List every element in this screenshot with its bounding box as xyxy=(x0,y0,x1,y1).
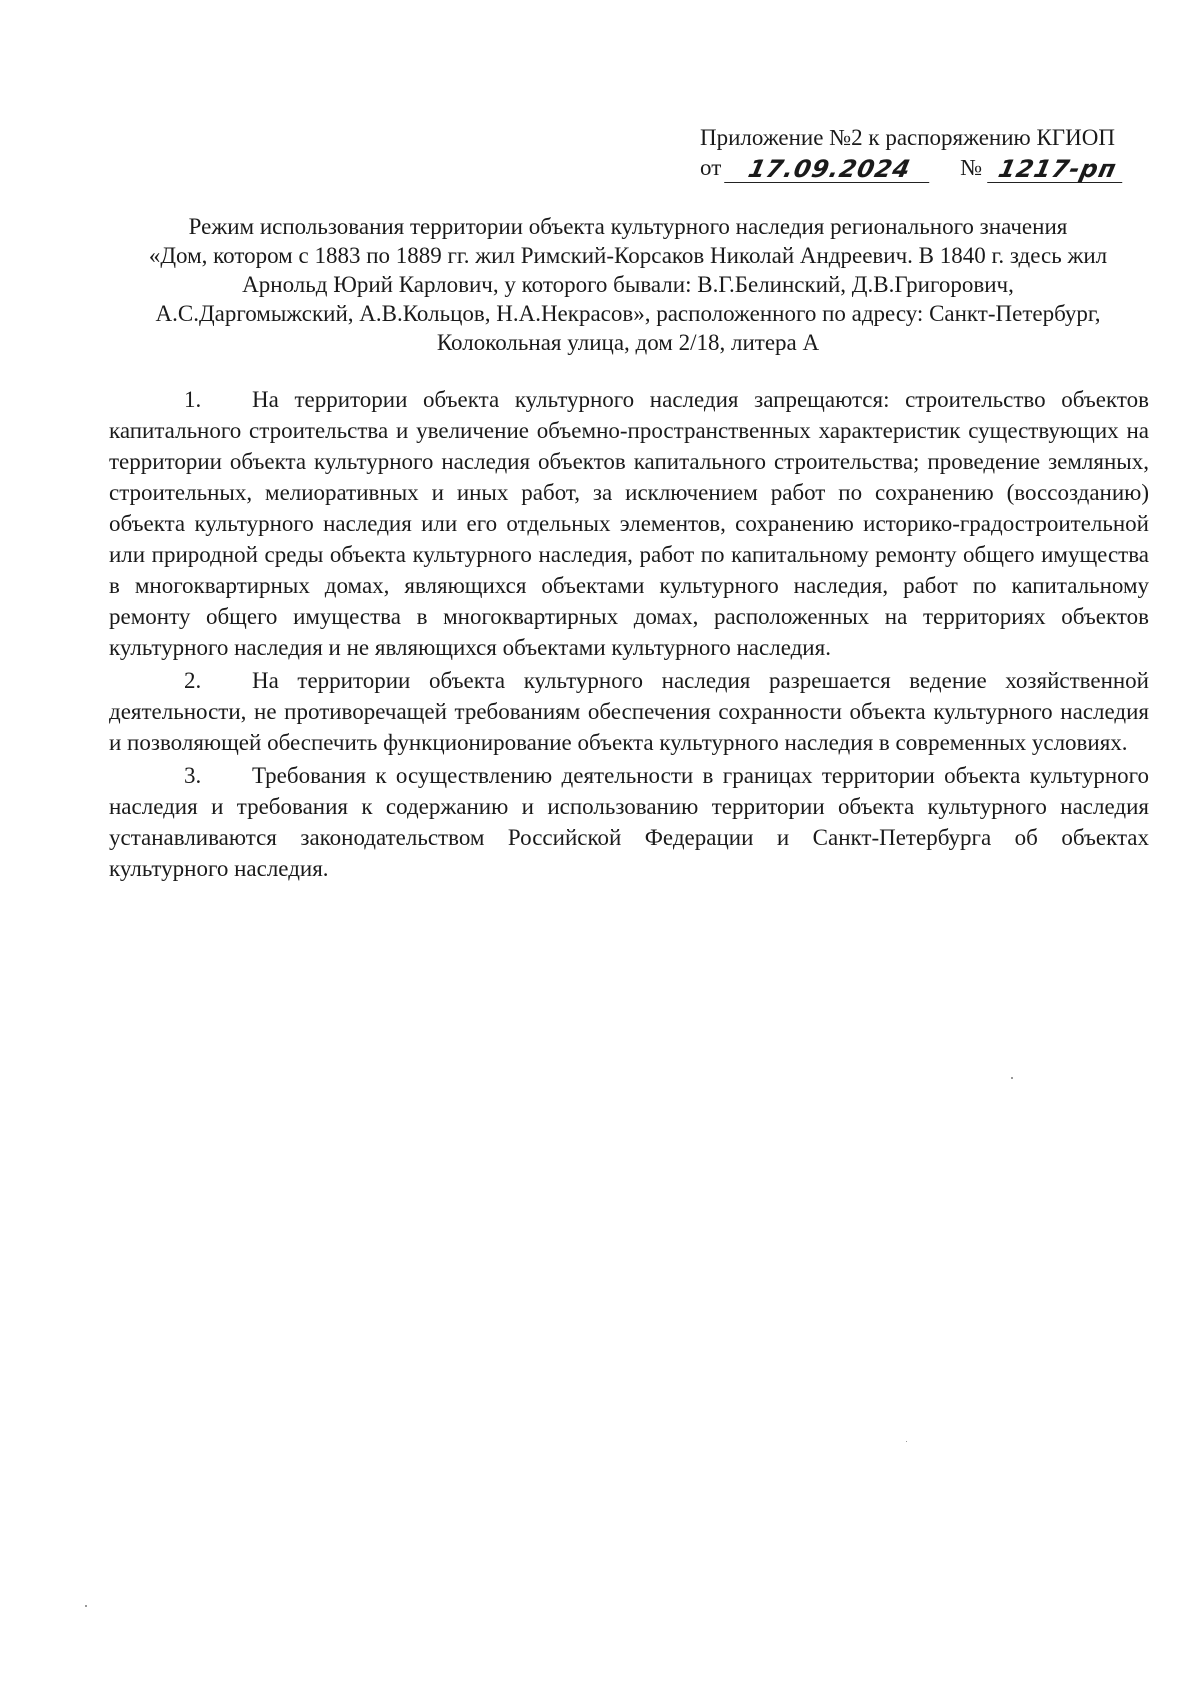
title-line: Режим использования территории объекта культурного наследия регионального значения xyxy=(188,214,1068,239)
scan-speck xyxy=(85,1605,87,1607)
paragraph-1 xyxy=(109,384,1149,663)
paragraph-number: 2. xyxy=(184,668,202,693)
paragraph-text: Требования к осуществлению деятельности в границах территории объекта культурного наследия и требования к содержанию и использованию территории объекта культурного наследия устанавливаются законодательством Российской Федерации и Санкт-Петербурга об объектах культурного наследия. xyxy=(109,763,1149,881)
scan-speck xyxy=(906,1441,907,1442)
title-line: «Дом, котором с 1883 по 1889 гг. жил Римский-Корсаков Николай Андреевич. В 1840 г. здесь жил xyxy=(148,243,1108,268)
paragraph-number: 1. xyxy=(184,387,202,412)
document-title xyxy=(108,212,1148,357)
appendix-title: Приложение №2 к распоряжению КГИОП xyxy=(700,125,1115,150)
paragraph-text: На территории объекта культурного наследия разрешается ведение хозяйственной деятельности, не противоречащей требованиям обеспечения сохранности объекта культурного наследия и позволяющей обеспечить функционирование объекта культурного наследия в современных условиях. xyxy=(109,668,1149,755)
title-line: А.С.Даргомыжский, А.В.Кольцов, Н.А.Некрасов», расположенного по адресу: Санкт-Петербург, xyxy=(155,301,1101,326)
paragraph-3 xyxy=(109,760,1149,884)
paragraph-number: 3. xyxy=(184,763,202,788)
scan-speck xyxy=(1011,1077,1013,1079)
title-line: Колокольная улица, дом 2/18, литера А xyxy=(436,330,820,355)
handwritten-number: 1217-рп xyxy=(987,156,1128,183)
number-label: № xyxy=(960,155,983,180)
paragraph-2 xyxy=(109,665,1149,758)
from-label: от xyxy=(700,155,722,180)
title-line: Арнольд Юрий Карлович, у которого бывали: В.Г.Белинский, Д.В.Григорович, xyxy=(242,272,1014,297)
handwritten-date: 17.09.2024 xyxy=(724,156,935,183)
appendix-date-number-line xyxy=(700,153,1160,183)
document-body xyxy=(109,384,1149,886)
paragraph-text: На территории объекта культурного наследия запрещаются: строительство объектов капитального строительства и увеличение объемно-пространственных характеристик существующих на территории объекта культурного наследия объектов капитального строительства; проведение земляных, строительных, мелиоративных и иных работ, за исключением работ по сохранению (воссозданию) объекта культурного наследия или его отдельных элементов, сохранению историко-градостроительной или природной среды объекта культурного наследия, работ по капитальному ремонту общего имущества в многоквартирных домах, являющихся объектами культурного наследия, работ по капитальному ремонту общего имущества в многоквартирных домах, расположенных на территориях объектов культурного наследия и не являющихся объектами культурного наследия. xyxy=(109,387,1149,660)
appendix-header xyxy=(700,123,1160,183)
